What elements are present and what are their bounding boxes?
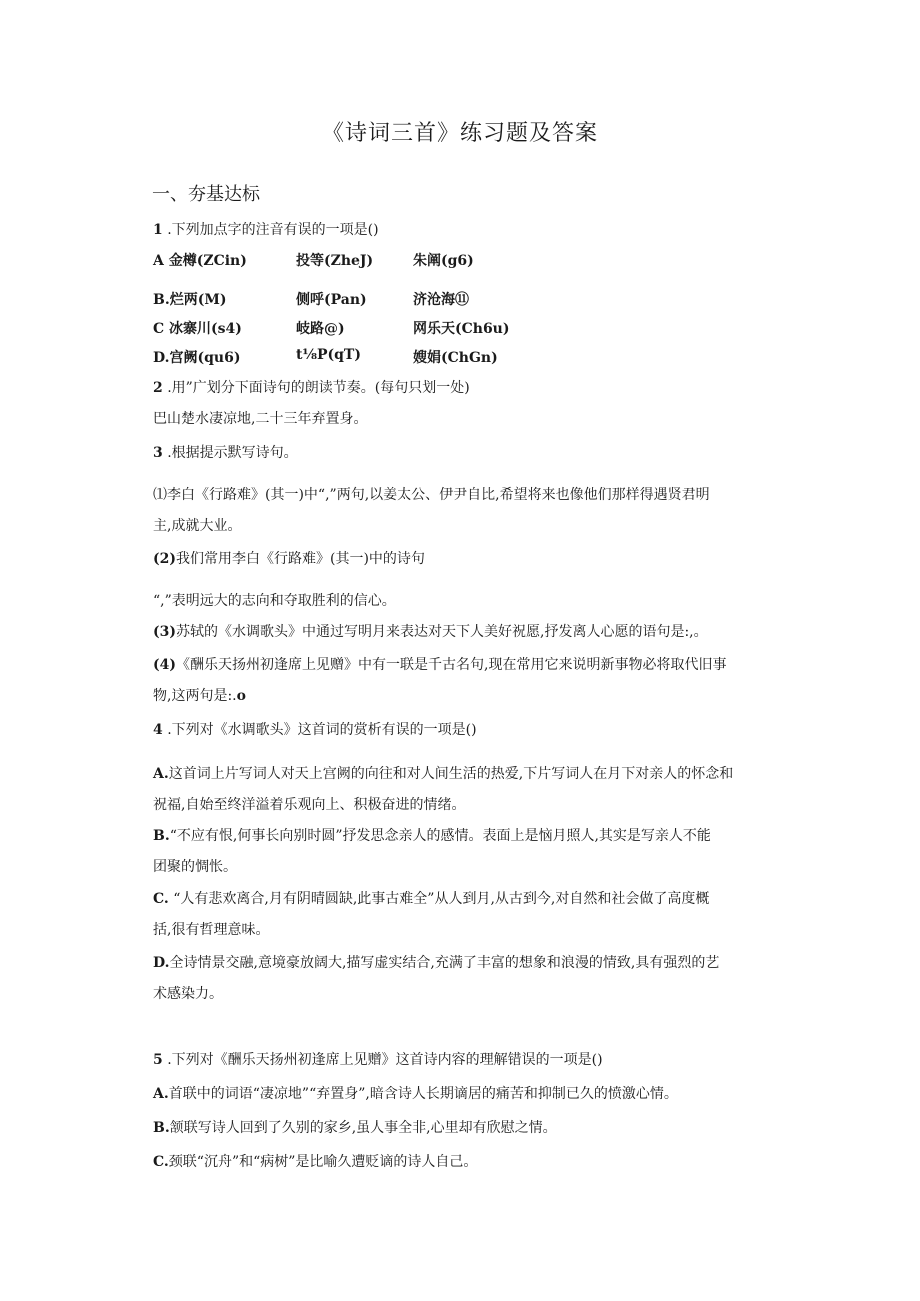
item-number: (2)	[153, 551, 176, 567]
item-text: 我们常用李白《行路难》(其一)中的诗句	[176, 551, 425, 567]
paragraph	[153, 654, 726, 674]
poem-line: 巴山楚水凄凉地,二十三年弃置身。	[153, 411, 368, 427]
option-key: A.	[153, 766, 169, 782]
option-b	[153, 1117, 557, 1137]
item-text: 物,这两句是:.	[153, 688, 237, 704]
paragraph: 主,成就大业。	[153, 518, 242, 534]
question-number: 3	[153, 445, 163, 461]
option-cell: t⅛P(qT)	[296, 347, 361, 363]
question-number: 5	[153, 1052, 163, 1068]
option-cell: D.宫阙(qu6)	[153, 350, 241, 366]
option-text: 颈联“沉舟”和“病树”是比喻久遭贬谪的诗人自己。	[168, 1154, 478, 1170]
item-number: (3)	[153, 624, 176, 640]
option-cell: B.烂两(M)	[153, 292, 227, 308]
question-number: 1	[153, 222, 163, 238]
paragraph: ⑴李白《行路难》(其一)中“,”两句,以姜太公、伊尹自比,希望将来也像他们那样得遇贤君明	[153, 487, 710, 503]
question-stem: .下列对《酬乐天扬州初逢席上见赠》这首诗内容的理解错误的一项是()	[162, 1052, 603, 1068]
option-key: A.	[153, 1086, 169, 1102]
item-text: 苏轼的《水调歌头》中通过写明月来表达对天下人美好祝愿,抒发离人心愿的语句是:,。	[176, 624, 708, 640]
option-c	[153, 888, 709, 908]
option-text: “不应有恨,何事长向别时圆”抒发思念亲人的感情。表面上是恼月照人,其实是写亲人不能	[169, 828, 711, 844]
option-text: 全诗情景交融,意境豪放阔大,描写虚实结合,充满了丰富的想象和浪漫的情致,具有强烈的艺	[169, 955, 720, 971]
question-1	[153, 219, 379, 239]
item-text: 《酬乐天扬州初逢席上见赠》中有一联是千古名句,现在常用它来说明新事物必将取代旧事	[176, 657, 727, 673]
option-key: B.	[153, 828, 170, 844]
paragraph	[153, 548, 425, 568]
option-cell: 嫂娟(ChGn)	[413, 350, 498, 366]
option-cell: 朱阐(g6)	[413, 253, 474, 269]
question-number: 2	[153, 380, 163, 396]
section-heading: 一、夯基达标	[152, 184, 260, 205]
option-cell: 投等(ZheJ)	[296, 253, 374, 269]
paragraph: “,”表明远大的志向和夺取胜利的信心。	[153, 593, 396, 609]
question-stem: .下列加点字的注音有误的一项是()	[162, 222, 379, 238]
option-cell: 岐路@)	[296, 321, 345, 337]
option-cell: 侧呼(Pan)	[296, 292, 367, 308]
option-key: D.	[153, 955, 170, 971]
option-d	[153, 952, 719, 972]
option-a	[153, 1083, 678, 1103]
option-text: 这首词上片写词人对天上宫阙的向往和对人间生活的热爱,下片写词人在月下对亲人的怀念和	[168, 766, 734, 782]
item-number: (4)	[153, 657, 176, 673]
question-stem: .用”广划分下面诗句的朗读节奏。(每句只划一处)	[162, 380, 470, 396]
option-key: B.	[153, 1120, 170, 1136]
question-number: 4	[153, 722, 163, 738]
option-a	[153, 763, 733, 783]
option-a-cont: 祝福,自始至终洋溢着乐观向上、积极奋进的情绪。	[153, 797, 466, 813]
option-cell: A 金樽(ZCin)	[153, 253, 247, 269]
option-cell: 济沧海⑪	[413, 292, 469, 308]
question-stem: .根据提示默写诗句。	[162, 445, 298, 461]
option-d-cont: 术感染力。	[153, 986, 223, 1002]
option-b	[153, 825, 711, 845]
page-title: 《诗词三首》练习题及答案	[321, 121, 598, 146]
option-c-cont: 括,很有哲理意味。	[153, 922, 270, 938]
option-text: 颔联写诗人回到了久别的家乡,虽人事全非,心里却有欣慰之情。	[169, 1120, 557, 1136]
option-cell: C 冰寨川(s4)	[153, 321, 242, 337]
question-2	[153, 377, 470, 397]
question-4	[153, 719, 477, 739]
question-5	[153, 1049, 603, 1069]
option-key: C.	[153, 1154, 169, 1170]
question-3	[153, 442, 298, 462]
paragraph	[153, 685, 246, 705]
option-text: “人有悲欢离合,月有阴晴圆缺,此事古难全”从人到月,从古到今,对自然和社会做了高度概	[168, 891, 710, 907]
item-end: o	[236, 688, 246, 704]
option-c	[153, 1151, 477, 1171]
option-b-cont: 团聚的惆怅。	[153, 859, 237, 875]
question-stem: .下列对《水调歌头》这首词的赏析有误的一项是()	[162, 722, 477, 738]
option-key: C.	[153, 891, 169, 907]
paragraph	[153, 621, 708, 641]
option-text: 首联中的词语“凄凉地”“弃置身”,暗含诗人长期谪居的痛苦和抑制已久的愤激心情。	[168, 1086, 678, 1102]
option-cell: 网乐天(Ch6u)	[413, 321, 510, 337]
